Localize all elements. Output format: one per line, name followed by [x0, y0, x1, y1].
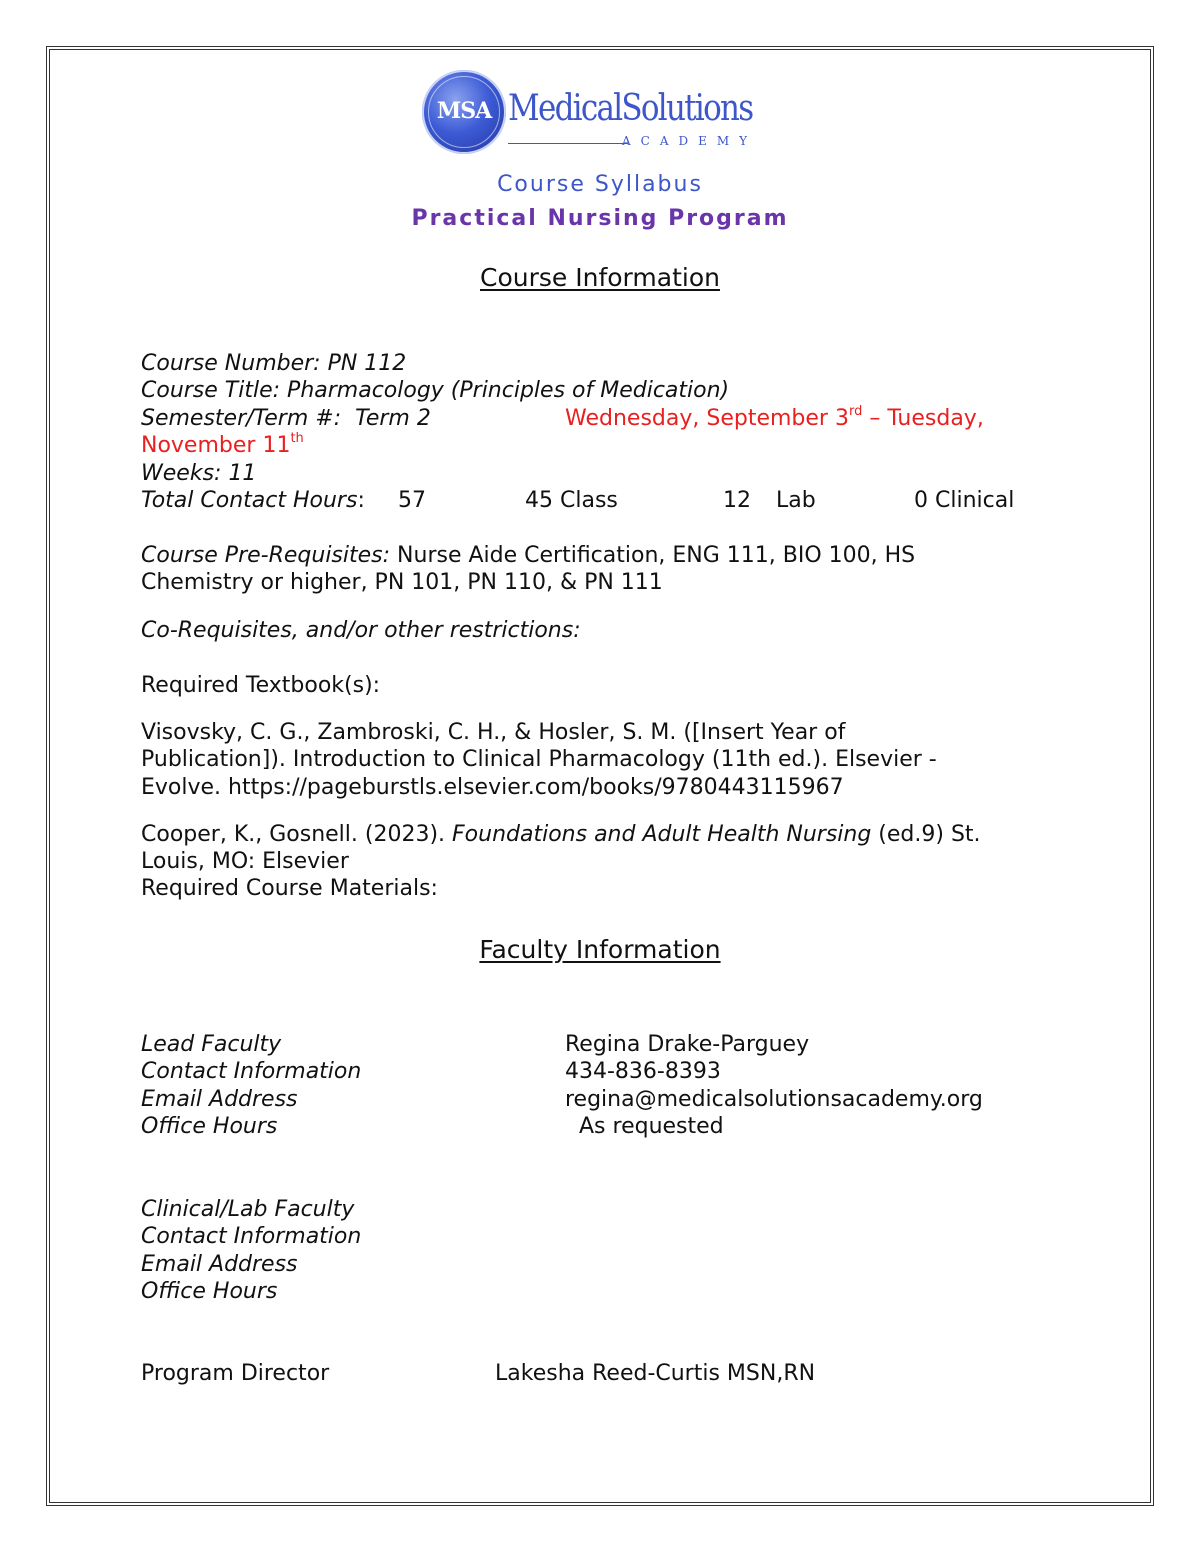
program-title: Practical Nursing Program [411, 206, 789, 231]
textbook-1-line2: Publication]). Introduction to Clinical Pharmacology (11th ed.). Elsevier - [141, 747, 937, 772]
logo-seal-text: MSA [436, 98, 492, 124]
prerequisites-line1 [141, 542, 915, 569]
weeks-value: 11 [228, 461, 257, 486]
course-number-label: Course Number: [141, 351, 321, 376]
lead-office-hours-label: Office Hours [141, 1114, 278, 1139]
textbook-2-edition: (ed.9) St. [871, 822, 981, 847]
clinical-contact-label: Contact Information [141, 1224, 362, 1249]
corequisites-label: Co-Requisites, and/or other restrictions: [141, 618, 581, 643]
course-title-label: Course Title: [141, 378, 281, 403]
required-textbooks-label: Required Textbook(s): [141, 673, 381, 698]
caduceus-seal-icon [422, 70, 506, 154]
term-dates-line2 [141, 432, 304, 459]
lead-contact-label: Contact Information [141, 1059, 362, 1084]
term-start-suffix: rd [848, 403, 863, 419]
prerequisites-line2: Chemistry or higher, PN 101, PN 110, & PN 111 [141, 570, 663, 595]
semester-term [141, 405, 431, 432]
lab-hours: 12 [723, 488, 751, 513]
lead-email-label: Email Address [141, 1087, 298, 1112]
lead-faculty-label: Lead Faculty [141, 1032, 282, 1057]
term-end-date: November 11 [141, 433, 291, 458]
clinical-email-label: Email Address [141, 1252, 298, 1277]
lead-office-hours-value: As requested [579, 1114, 724, 1139]
clinical-hours: 0 Clinical [914, 488, 1015, 513]
prerequisites-value: Nurse Aide Certification, ENG 111, BIO 100, HS [397, 543, 916, 568]
class-hours: 45 Class [525, 488, 618, 513]
logo-name: MedicalSolutions [508, 88, 753, 129]
syllabus-title: Course Syllabus [497, 172, 703, 197]
course-title [141, 377, 729, 404]
contact-hours-total: 57 [398, 488, 426, 513]
textbook-2-authors: Cooper, K., Gosnell. (2023). [141, 822, 453, 847]
textbook-2-line1 [141, 821, 981, 848]
textbook-2-line2: Louis, MO: Elsevier [141, 849, 349, 874]
course-number-value: PN 112 [327, 351, 407, 376]
lead-faculty-name: Regina Drake-Parguey [565, 1032, 810, 1057]
prerequisites-label: Course Pre-Requisites: [141, 543, 391, 568]
textbook-1-line1: Visovsky, C. G., Zambroski, C. H., & Hosler, S. M. ([Insert Year of [141, 720, 846, 745]
weeks-label: Weeks: [141, 461, 222, 486]
required-materials-label: Required Course Materials: [141, 876, 438, 901]
term-dates-line1 [565, 405, 984, 432]
lead-email-address: regina@medicalsolutionsacademy.org [565, 1087, 983, 1112]
logo-rule [508, 143, 628, 144]
academy-logo [420, 68, 765, 160]
weeks [141, 460, 256, 487]
contact-hours-label: Total Contact Hours [141, 488, 358, 513]
logo-subname: ACADEMY [622, 134, 758, 148]
textbook-1-line3: Evolve. https://pageburstls.elsevier.com/books/9780443115967 [141, 775, 844, 800]
course-title-value: Pharmacology (Principles of Medication) [287, 378, 730, 403]
program-director-name: Lakesha Reed-Curtis MSN,RN [495, 1361, 816, 1386]
term-dates-separator: – Tuesday, [862, 406, 984, 431]
term-label: Semester/Term #: [141, 406, 342, 431]
contact-hours-colon: : [357, 488, 365, 513]
course-information-heading: Course Information [480, 263, 720, 292]
textbook-2-title: Foundations and Adult Health Nursing [452, 822, 872, 847]
lead-contact-phone: 434-836-8393 [565, 1059, 721, 1084]
clinical-office-hours-label: Office Hours [141, 1279, 278, 1304]
program-director-label: Program Director [141, 1361, 330, 1386]
faculty-information-heading: Faculty Information [479, 935, 721, 964]
term-value: Term 2 [355, 406, 431, 431]
total-contact-hours [141, 487, 365, 514]
course-number [141, 350, 406, 377]
term-end-suffix: th [290, 430, 304, 446]
term-start-date: Wednesday, September 3 [565, 406, 849, 431]
clinical-faculty-label: Clinical/Lab Faculty [141, 1197, 355, 1222]
lab-label: Lab [776, 488, 816, 513]
